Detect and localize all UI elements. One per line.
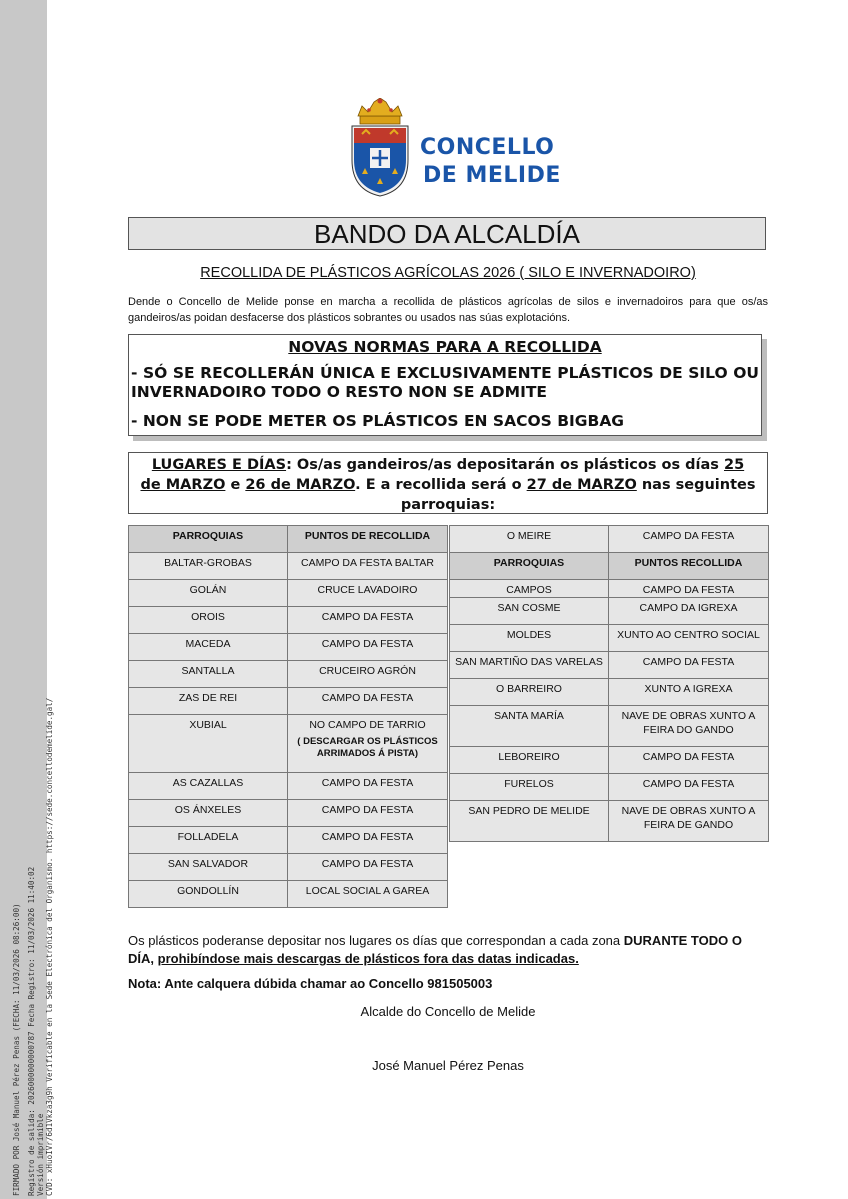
parish-cell: MOLDES	[450, 625, 609, 652]
table-row	[129, 827, 448, 854]
parish-cell: SANTA MARÍA	[450, 706, 609, 747]
table-row	[129, 854, 448, 881]
point-cell: CRUCEIRO AGRÓN	[288, 661, 448, 688]
table-row	[129, 800, 448, 827]
logo-line-2: DE MELIDE	[423, 163, 561, 188]
column-header: PUNTOS RECOLLIDA	[609, 553, 769, 580]
point-cell: LOCAL SOCIAL A GAREA	[288, 881, 448, 908]
document-signature-strip	[0, 0, 54, 1199]
parish-cell: GONDOLLÍN	[129, 881, 288, 908]
table-row	[450, 625, 769, 652]
point-cell: CAMPO DA FESTA	[288, 607, 448, 634]
parish-cell: OS ÁNXELES	[129, 800, 288, 827]
point-cell: CAMPO DA FESTA	[288, 773, 448, 800]
contact-note: Nota: Ante calquera dúbida chamar ao Concello 981505003	[128, 976, 493, 991]
point-cell: NAVE DE OBRAS XUNTO A FEIRA DO GANDO	[609, 706, 769, 747]
page-title: BANDO DA ALCALDÍA	[128, 217, 766, 250]
registry-line: Registro de salida: 2026000000000787 Fecha Registro: 11/03/2026 11:40:02	[27, 866, 36, 1196]
parish-cell: O BARREIRO	[450, 679, 609, 706]
closing-comma: ,	[150, 951, 158, 966]
table-row	[129, 607, 448, 634]
point-cell: NAVE DE OBRAS XUNTO A FEIRA DE GANDO	[609, 801, 769, 842]
table-row	[450, 598, 769, 625]
parish-cell: OROIS	[129, 607, 288, 634]
new-rules-box	[128, 334, 762, 436]
coat-of-arms-icon	[340, 98, 420, 198]
subtitle: RECOLLIDA DE PLÁSTICOS AGRÍCOLAS 2026 ( SILO E INVERNADOIRO)	[200, 265, 696, 281]
signature-name: José Manuel Pérez Penas	[372, 1058, 524, 1073]
parish-cell: AS CAZALLAS	[129, 773, 288, 800]
places-text: . E a recollida será o	[355, 477, 527, 493]
closing-text: Os plásticos poderanse depositar nos lugares os días que correspondan a cada zona	[128, 933, 624, 948]
table-row	[129, 773, 448, 800]
point-cell: CAMPO DA FESTA	[609, 774, 769, 801]
point-cell: CAMPO DA FESTA	[288, 634, 448, 661]
point-note: ( DESCARGAR OS PLÁSTICOS ARRIMADOS Á PISTA)	[297, 736, 438, 759]
point-cell: CAMPO DA FESTA	[288, 800, 448, 827]
parish-cell: SAN MARTIÑO DAS VARELAS	[450, 652, 609, 679]
column-header: PUNTOS DE RECOLLIDA	[288, 526, 448, 553]
point-cell: CAMPO DA FESTA	[609, 580, 769, 598]
printable-version-line: Versión imprimible	[36, 1113, 45, 1196]
table-row	[450, 652, 769, 679]
table-row	[450, 747, 769, 774]
places-text: nas seguintes parroquias:	[400, 477, 756, 513]
table-row	[450, 580, 769, 598]
parish-cell: ZAS DE REI	[129, 688, 288, 715]
table-row	[450, 526, 769, 553]
table-row	[129, 553, 448, 580]
date-2: 26 de MARZO	[245, 477, 356, 493]
table-row	[450, 679, 769, 706]
point-cell: CRUCE LAVADOIRO	[288, 580, 448, 607]
parish-cell: CAMPOS	[450, 580, 609, 598]
point-cell: CAMPO DA FESTA	[288, 827, 448, 854]
point-cell: CAMPO DA IGREXA	[609, 598, 769, 625]
places-and-days-box	[128, 452, 768, 514]
table-row	[450, 801, 769, 842]
places-text: : Os/as gandeiros/as depositarán os plásticos os días	[286, 457, 724, 473]
parish-cell: GOLÁN	[129, 580, 288, 607]
places-text: e	[225, 477, 246, 493]
intro-paragraph: Dende o Concello de Melide ponse en marcha a recollida de plásticos agrícolas de silos e invernadoiros para que os/as gandeiros/as poidan desfacerse dos plásticos sobrantes ou usados nas súas explotacións.	[128, 296, 768, 324]
column-header: PARROQUIAS	[450, 553, 609, 580]
right-parishes-table	[449, 525, 769, 842]
parish-cell: MACEDA	[129, 634, 288, 661]
parish-cell: SAN SALVADOR	[129, 854, 288, 881]
rules-heading: NOVAS NORMAS PARA A RECOLLIDA	[288, 338, 602, 356]
table-row	[129, 881, 448, 908]
point-text: NO CAMPO DE TARRIO	[309, 719, 426, 731]
point-cell	[288, 715, 448, 773]
closing-paragraph	[128, 932, 768, 968]
signature-line: FIRMADO POR José Manuel Pérez Penas (FECHA: 11/03/2026 08:26:00)	[12, 903, 21, 1196]
table-row	[129, 634, 448, 661]
closing-prohibition: prohibíndose mais descargas de plásticos fora das datas indicadas.	[157, 951, 579, 966]
table-row	[129, 580, 448, 607]
logo-line-1: CONCELLO	[420, 135, 555, 160]
verification-line: CVD: xHuoIVr/6d1Vkza3g9h Verificable en la Sede Electrónica del Organismo. https://sede.concellodemelide.gal/	[45, 697, 54, 1196]
table-row	[129, 715, 448, 773]
signature-role: Alcalde do Concello de Melide	[360, 1004, 536, 1019]
parish-cell: O MEIRE	[450, 526, 609, 553]
closing-emphasis: DURANTE TODO O DÍA	[128, 933, 742, 966]
table-row	[450, 706, 769, 747]
rule-item: - NON SE PODE METER OS PLÁSTICOS EN SACOS BIGBAG	[131, 412, 625, 430]
rule-item: - SÓ SE RECOLLERÁN ÚNICA E EXCLUSIVAMENTE PLÁSTICOS DE SILO OU INVERNADOIRO TODO O RESTO NON SE ADMITE	[131, 364, 759, 401]
municipality-logo-text	[420, 134, 561, 190]
parish-cell: SANTALLA	[129, 661, 288, 688]
column-header: PARROQUIAS	[129, 526, 288, 553]
date-1-month: de MARZO	[140, 477, 226, 493]
point-cell: XUNTO AO CENTRO SOCIAL	[609, 625, 769, 652]
parish-cell: SAN COSME	[450, 598, 609, 625]
table-row	[129, 661, 448, 688]
parish-cell: FOLLADELA	[129, 827, 288, 854]
date-1: 25	[723, 457, 745, 473]
parish-cell: LEBOREIRO	[450, 747, 609, 774]
places-label: LUGARES E DÍAS	[151, 457, 287, 473]
point-cell: CAMPO DA FESTA	[609, 652, 769, 679]
point-cell: CAMPO DA FESTA	[288, 854, 448, 881]
parish-cell: BALTAR-GROBAS	[129, 553, 288, 580]
parish-cell: SAN PEDRO DE MELIDE	[450, 801, 609, 842]
point-cell: CAMPO DA FESTA	[288, 688, 448, 715]
table-row	[129, 688, 448, 715]
collection-date: 27 de MARZO	[526, 477, 637, 493]
left-parishes-table	[128, 525, 448, 908]
parish-cell: XUBIAL	[129, 715, 288, 773]
point-cell: XUNTO A IGREXA	[609, 679, 769, 706]
point-cell: CAMPO DA FESTA BALTAR	[288, 553, 448, 580]
table-row	[450, 774, 769, 801]
point-cell: CAMPO DA FESTA	[609, 526, 769, 553]
point-cell: CAMPO DA FESTA	[609, 747, 769, 774]
parish-cell: FURELOS	[450, 774, 609, 801]
